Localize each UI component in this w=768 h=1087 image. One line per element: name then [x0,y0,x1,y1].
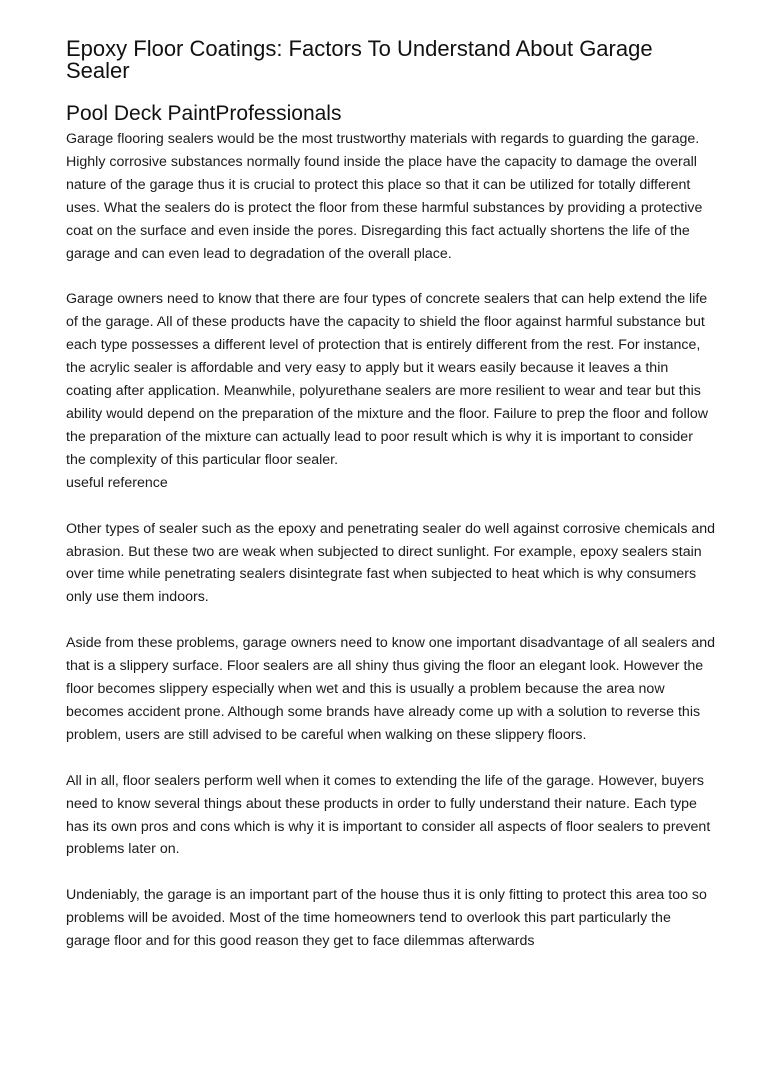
paragraph-sealer-types: Garage owners need to know that there are four types of concrete sealers that can help extend the life of the garage. All of these products have the capacity to shield the floor against harmful substance but each type possesses a different level of protection that is entirely different from the rest. For instance, the acrylic sealer is affordable and very easy to apply but it wears easily because it leaves a thin coating after application. Meanwhile, polyurethane sealers are more resilient to wear and tear but this ability would depend on the preparation of the mixture and the floor. Failure to prep the floor and follow the preparation of the mixture can actually lead to poor result which is why it is important to consider the complexity of this particular floor sealer. [66,291,708,468]
paragraph-block-summary [66,770,716,862]
document-page [66,38,716,953]
paragraph-summary: All in all, floor sealers perform well when it comes to extending the life of the garage. However, buyers need to know several things about these products in order to fully understand their nature. Each type has its own pros and cons which is why it is important to consider all aspects of floor sealers to prevent problems later on. [66,772,711,858]
paragraph-block-conclusion [66,884,716,953]
paragraph-block-other-types [66,518,716,610]
document-subtitle: Pool Deck PaintProfessionals [66,102,342,125]
paragraph-block-sealer-types [66,288,716,494]
paragraph-other-types: Other types of sealer such as the epoxy and penetrating sealer do well against corrosive chemicals and abrasion. But these two are weak when subjected to direct sunlight. For example, epoxy sealers stain over time while penetrating sealers disintegrate fast when subjected to heat which is why consumers only use them indoors. [66,520,716,606]
paragraph-intro: Garage flooring sealers would be the most trustworthy materials with regards to guarding the garage. Highly corrosive substances normally found inside the place have the capacity to damage the overall nature of the garage thus it is crucial to protect this place so that it can be utilized for totally different uses. What the sealers do is protect the floor from these harmful substances by providing a protective coat on the surface and even inside the pores. Disregarding this fact actually shortens the life of the garage and can even lead to degradation of the overall place. [66,131,703,262]
paragraph-slippery-surface: Aside from these problems, garage owners need to know one important disadvantage of all sealers and that is a slippery surface. Floor sealers are all shiny thus giving the floor an elegant look. However the floor becomes slippery especially when wet and this is usually a problem because the area now becomes accident prone. Although some brands have already come up with a solution to reverse this problem, users are still advised to be careful when walking on these slippery floors. [66,635,716,743]
document-title: Epoxy Floor Coatings: Factors To Understand About Garage Sealer [66,36,653,83]
useful-reference-link[interactable]: useful reference [66,474,168,491]
paragraph-block-slippery [66,632,716,747]
paragraph-conclusion: Undeniably, the garage is an important part of the house thus it is only fitting to protect this area too so problems will be avoided. Most of the time homeowners tend to overlook this part particularly the garage floor and for this good reason they get to face dilemmas afterwards [66,887,707,950]
